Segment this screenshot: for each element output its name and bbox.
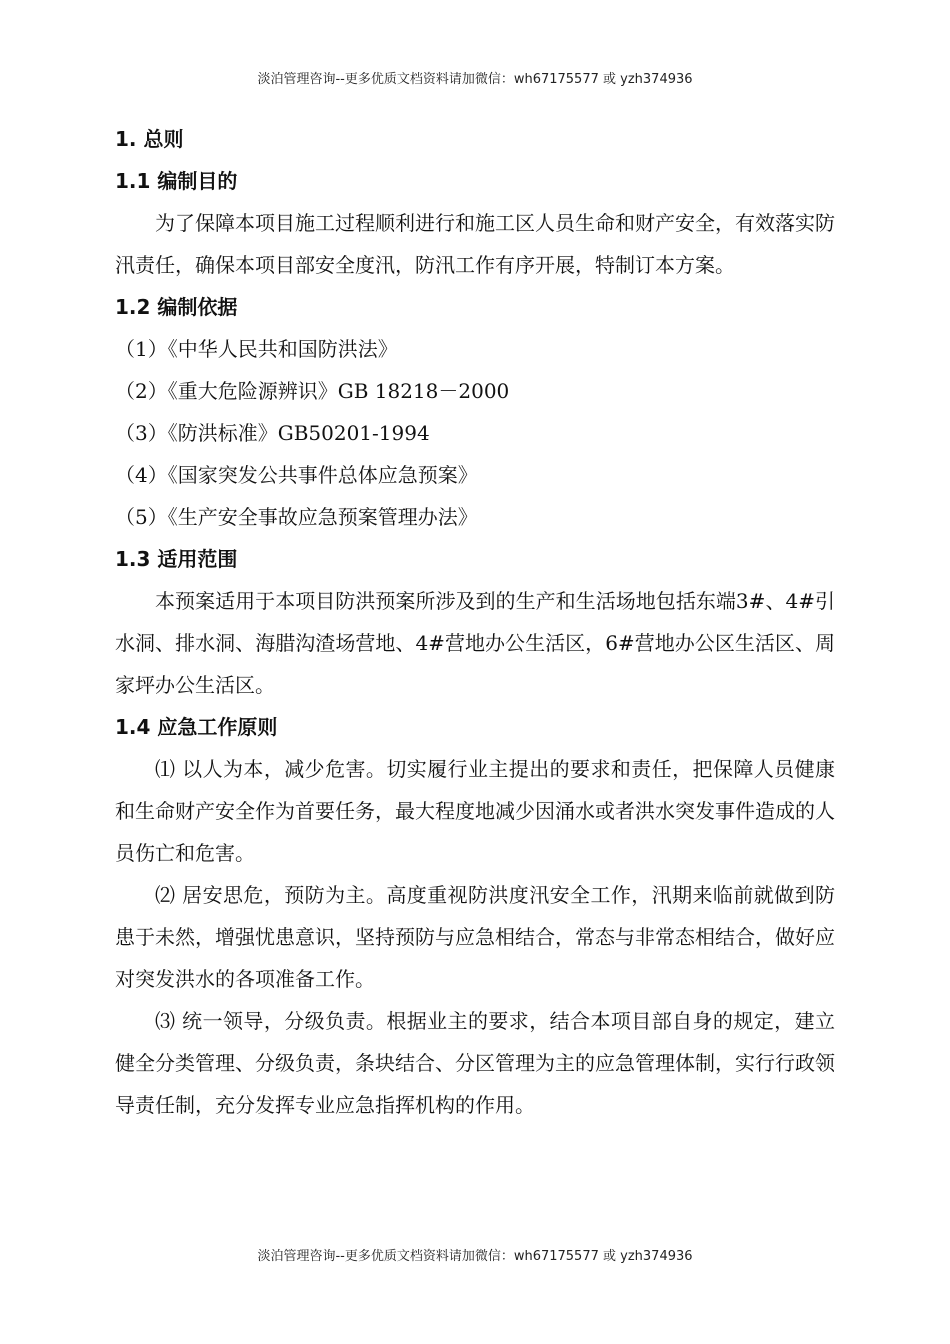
basis-item: （1）《中华人民共和国防洪法》 — [115, 337, 398, 361]
basis-item: （5）《生产安全事故应急预案管理办法》 — [115, 505, 478, 529]
principle-paragraph: ⑴ 以人为本，减少危害。切实履行业主提出的要求和责任，把保障人员健康和生命财产安全作为首要任务，最大程度地减少因涌水或者洪水突发事件造成的人员伤亡和危害。 — [115, 757, 835, 865]
basis-item: （3）《防洪标准》GB50201-1994 — [115, 421, 430, 445]
subsection-title-scope: 1.3 适用范围 — [115, 547, 238, 571]
page-header: 淡泊管理咨询--更多优质文档资料请加微信：wh67175577 或 yzh374936 — [257, 72, 693, 87]
basis-item: （4）《国家突发公共事件总体应急预案》 — [115, 463, 478, 487]
scope-paragraph: 本预案适用于本项目防洪预案所涉及到的生产和生活场地包括东端3#、4#引水洞、排水洞、海腊沟渣场营地、4#营地办公生活区，6#营地办公区生活区、周家坪办公生活区。 — [115, 589, 835, 697]
section-title: 1. 总则 — [115, 127, 184, 151]
subsection-title-basis: 1.2 编制依据 — [115, 295, 238, 319]
purpose-paragraph: 为了保障本项目施工过程顺利进行和施工区人员生命和财产安全，有效落实防汛责任，确保本项目部安全度汛，防汛工作有序开展，特制订本方案。 — [115, 211, 835, 277]
principle-paragraph: ⑶ 统一领导，分级负责。根据业主的要求，结合本项目部自身的规定，建立健全分类管理、分级负责，条块结合、分区管理为主的应急管理体制，实行行政领导责任制，充分发挥专业应急指挥机构的作用。 — [115, 1009, 835, 1117]
document-body — [115, 118, 835, 1126]
subsection-title-purpose: 1.1 编制目的 — [115, 169, 238, 193]
principle-paragraph: ⑵ 居安思危，预防为主。高度重视防洪度汛安全工作，汛期来临前就做到防患于未然，增强忧患意识，坚持预防与应急相结合，常态与非常态相结合，做好应对突发洪水的各项准备工作。 — [115, 883, 835, 991]
page-footer: 淡泊管理咨询--更多优质文档资料请加微信：wh67175577 或 yzh374936 — [257, 1249, 693, 1264]
basis-item: （2）《重大危险源辨识》GB 18218－2000 — [115, 379, 510, 403]
subsection-title-principles: 1.4 应急工作原则 — [115, 715, 278, 739]
